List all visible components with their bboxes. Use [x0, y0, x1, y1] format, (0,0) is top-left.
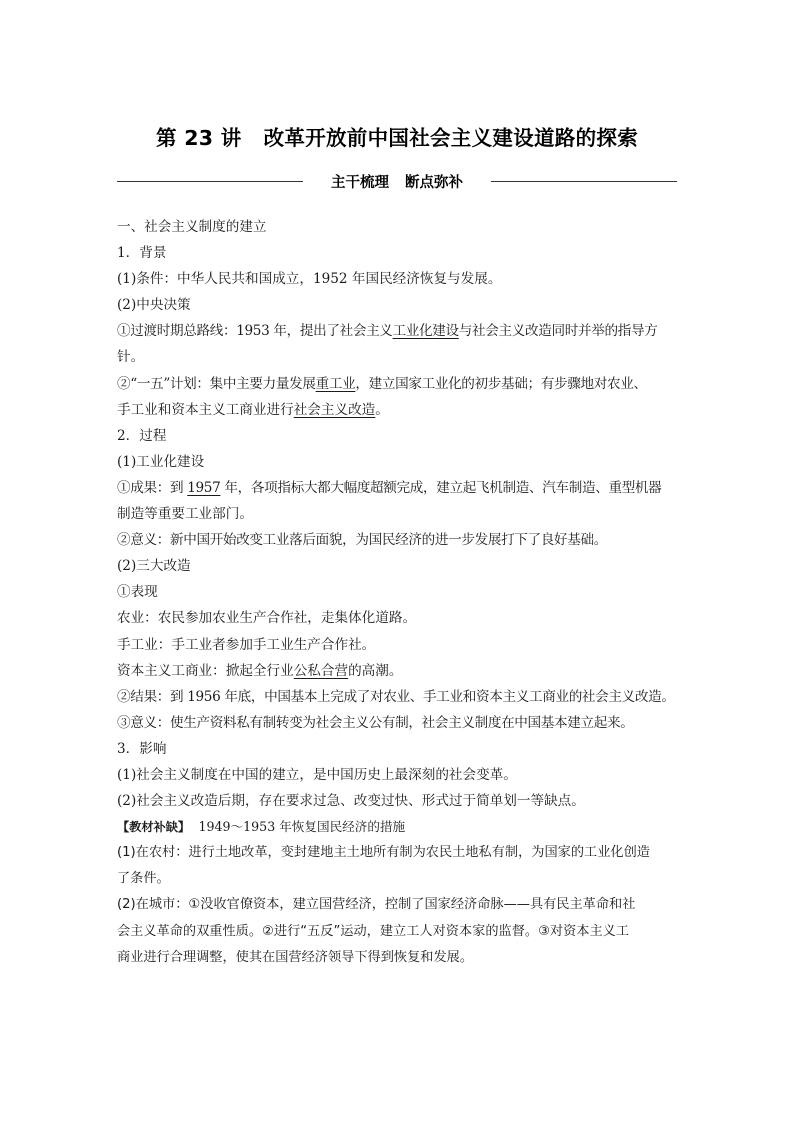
- divider-line-right: [491, 181, 677, 182]
- text-run: 与社会主义改造同时并举的指导方: [458, 323, 658, 340]
- supplement-title-line: [117, 814, 681, 840]
- text-run: 。: [375, 401, 389, 418]
- text-run: ①过渡时期总路线：1953 年，提出了社会主义: [117, 323, 393, 340]
- supplement-title: 1949～1953 年恢复国民经济的措施: [198, 819, 406, 835]
- impact-item-1: (1)社会主义制度在中国的建立，是中国历史上最深刻的社会变革。: [117, 766, 517, 783]
- lesson-title: [0, 121, 794, 151]
- background-condition: (1)条件：中华人民共和国成立，1952 年国民经济恢复与发展。: [117, 271, 502, 288]
- general-line-paragraph: [117, 318, 681, 344]
- text-run: 年，各项指标大都大幅度超额完成，建立起飞机制造、汽车制造、重型机器: [220, 479, 662, 496]
- urban-measure-line-2: 会主义革命的双重性质。②进行“五反”运动，建立工人对资本家的监督。③对资本主义工: [117, 923, 630, 939]
- rural-measure-line-2: 了条件。: [117, 871, 170, 887]
- text-run: ②“一五”计划：集中主要力量发展: [117, 375, 316, 392]
- five-year-plan-paragraph: [117, 371, 681, 397]
- lesson-title-text: 改革开放前中国社会主义建设道路的探索: [263, 126, 638, 150]
- general-line-continuation: 针。: [117, 349, 145, 366]
- central-decision-heading: (2)中央决策: [117, 297, 191, 314]
- textbook-supplement: [117, 814, 681, 971]
- three-transformations-heading: (2)三大改造: [117, 558, 191, 575]
- industrialization-heading: (1)工业化建设: [117, 453, 205, 470]
- text-run: 手工业和资本主义工商业进行: [117, 401, 294, 418]
- section-heading: 一、社会主义制度的建立: [117, 219, 267, 235]
- text-run: ①成果：到: [117, 479, 188, 496]
- handicraft-item: 手工业：手工业者参加手工业生产合作社。: [117, 636, 376, 653]
- capitalist-industry-item: [117, 658, 681, 684]
- background-heading: 1．背景: [117, 245, 167, 262]
- impact-heading: 3．影响: [117, 740, 167, 757]
- rural-measure-line-1: (1)在农村：进行土地改革，变封建地主土地所有制为农民土地私有制，为国家的工业化创造: [117, 845, 650, 861]
- text-run: 的高潮。: [348, 662, 403, 679]
- section-divider: [117, 171, 677, 193]
- text-run: 资本主义工商业：掀起全行业: [117, 662, 294, 679]
- process-heading: 2．过程: [117, 427, 167, 444]
- underlined-term: 公私合营: [293, 662, 349, 679]
- subtitle-part-2: 断点弥补: [405, 175, 463, 191]
- industrialization-result-continuation: 制造等重要工业部门。: [117, 506, 253, 523]
- urban-measure-line-1: (2)在城市：①没收官僚资本，建立国营经济，控制了国家经济命脉——具有民主革命和社: [117, 897, 636, 913]
- lesson-number: 第 23 讲: [155, 126, 242, 150]
- industrialization-result: [117, 475, 681, 501]
- impact-item-2: (2)社会主义改造后期，存在要求过急、改变过快、形式过于简单划一等缺点。: [117, 793, 585, 810]
- supplement-tag: 【教材补缺】: [117, 820, 191, 835]
- text-run: ，建立国家工业化的初步基础；有步骤地对农业、: [355, 375, 647, 392]
- underlined-term: 1957: [187, 479, 221, 496]
- industrialization-meaning: ②意义：新中国开始改变工业落后面貌，为国民经济的进一步发展打下了良好基础。: [117, 532, 608, 549]
- underlined-term: 重工业: [315, 375, 356, 392]
- document-body: [117, 214, 681, 971]
- agriculture-item: 农业：农民参加农业生产合作社，走集体化道路。: [117, 610, 417, 627]
- transformation-meaning: ③意义：使生产资料私有制转变为社会主义公有制，社会主义制度在中国基本建立起来。: [117, 714, 634, 731]
- underlined-term: 社会主义改造: [293, 401, 376, 418]
- transformation-result: ②结果：到 1956 年底，中国基本上完成了对农业、手工业和资本主义工商业的社会主义改造。: [117, 688, 675, 705]
- five-year-plan-continuation: [117, 397, 681, 423]
- subtitle-part-1: 主干梳理: [331, 175, 389, 191]
- urban-measure-line-3: 商业进行合理调整，使其在国营经济领导下得到恢复和发展。: [117, 949, 474, 965]
- underlined-term: 工业化建设: [392, 323, 459, 340]
- performance-heading: ①表现: [117, 584, 158, 601]
